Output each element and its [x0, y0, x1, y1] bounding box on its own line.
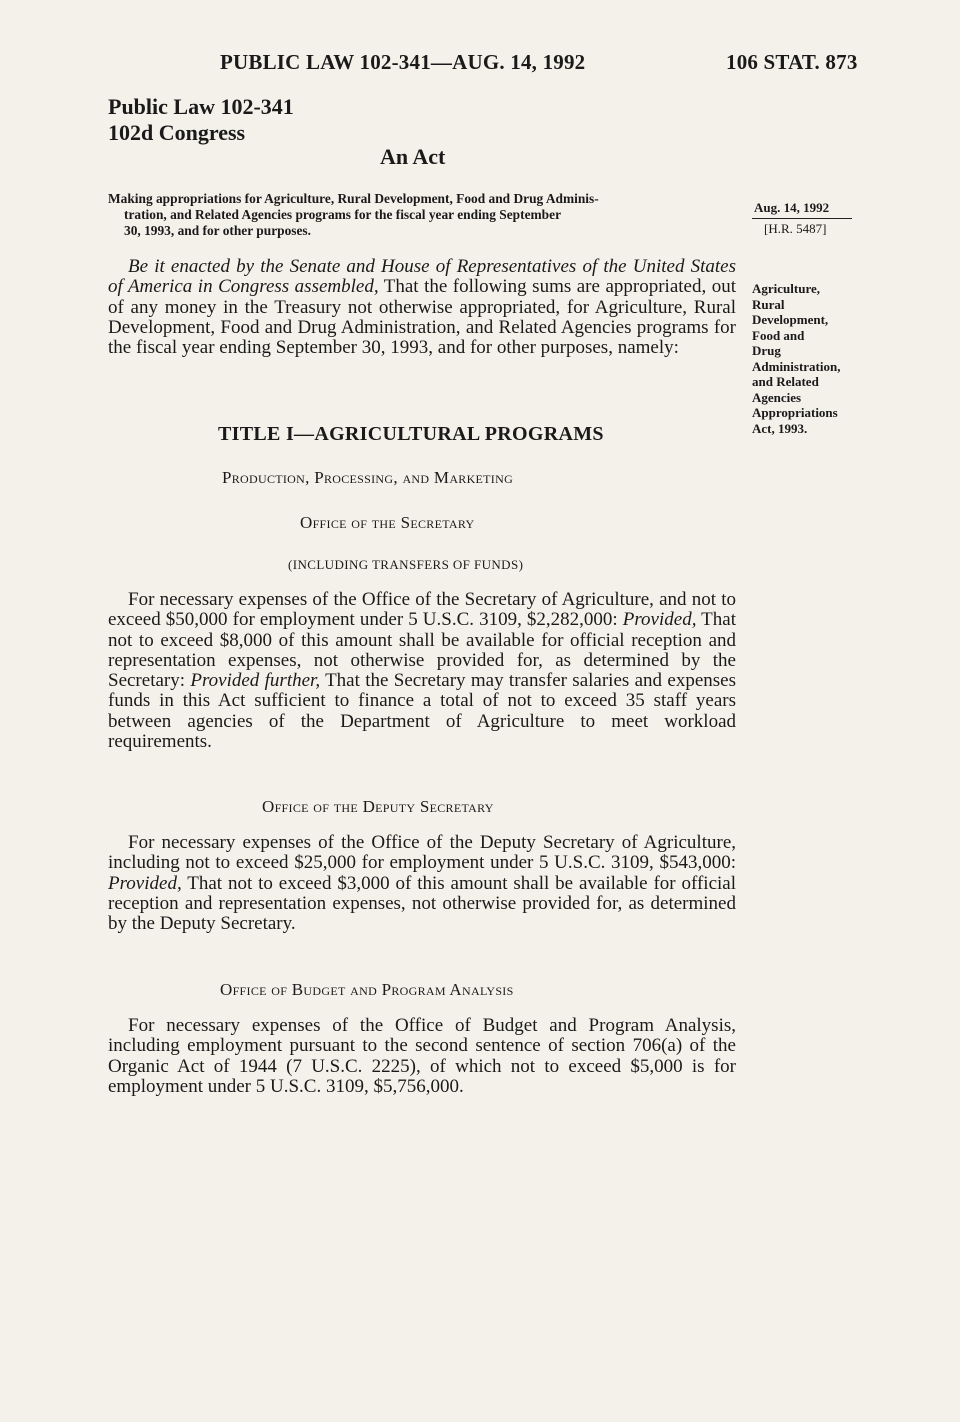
purpose-line-3: 30, 1993, and for other purposes. — [124, 223, 311, 238]
running-header-page: 106 STAT. 873 — [726, 50, 858, 74]
short-title-line: Agriculture, — [752, 281, 820, 296]
text-run: For necessary expenses of the Office of the Secretary of Agriculture, and not to exceed $50,000 for employment under 5 U.S.C. 3109, $2,282,000: — [108, 589, 736, 631]
short-title-line: Act, 1993. — [752, 420, 808, 436]
purpose-line-2: tration, and Related Agencies programs for the fiscal year ending September — [124, 207, 562, 222]
text-run: For necessary expenses of the Office of Budget and Program Analysis, including employment pursuant to the second sentence of section 706(a) of the Organic Act of 1944 (7 U.S.C. 2225), of which not to exceed $5,000 is for employment under 5 U.S.C. 3109, $5,756,000. — [108, 1015, 736, 1097]
short-title-line: Appropriations — [752, 405, 838, 420]
act-label: An Act — [380, 144, 446, 169]
margin-short-title — [752, 281, 840, 436]
short-title-line: Rural — [752, 296, 785, 312]
subtitle-heading: Production, Processing, and Marketing — [222, 468, 514, 487]
enacting-clause — [108, 257, 736, 358]
short-title-line: Drug — [752, 343, 781, 358]
section-heading-secretary: Office of the Secretary — [300, 513, 475, 532]
text-run: That not to exceed $3,000 of this amount shall be available for official reception and representation expenses, not otherwise provided for, as determined by the Deputy Secretary. — [108, 872, 736, 935]
short-title-line: Food and — [752, 327, 805, 343]
paragraph-secretary — [108, 590, 736, 752]
margin-date: Aug. 14, 1992 — [754, 200, 830, 215]
enacting-text: That the following sums are appropriated, out of any money in the Treasury not otherwise appropriated, for Agriculture, Rural Development, Food and Drug Administration, and Related Agencies programs for the fiscal year ending September 30, 1993, and for other purposes, namely: — [108, 276, 736, 359]
enacting-formula: Be it enacted by the Senate and House of Representatives of the United States of America in Congress assembled, — [108, 256, 736, 298]
section-subnote-transfers: (INCLUDING TRANSFERS OF FUNDS) — [288, 557, 524, 572]
text-run: That the Secretary may transfer salaries and expenses funds in this Act sufficient to finance a total of not to exceed 35 staff years between agencies of the Department of Agriculture to meet workload requirements. — [108, 670, 736, 753]
paragraph-deputy — [108, 833, 736, 934]
margin-bill-number: [H.R. 5487] — [764, 221, 827, 236]
text-run: For necessary expenses of the Office of the Deputy Secretary of Agriculture, including not to exceed $25,000 for employment under 5 U.S.C. 3109, $543,000: — [108, 832, 736, 874]
margin-rule — [752, 218, 852, 219]
text-run: That not to exceed $8,000 of this amount shall be available for official reception and representation expenses, not otherwise provided for, as determined by the Secretary: — [108, 609, 736, 692]
congress-number: 102d Congress — [108, 120, 246, 145]
paragraph-budget — [108, 1016, 736, 1097]
proviso-label: Provided, — [622, 609, 697, 631]
short-title-line: and Related — [752, 374, 819, 389]
short-title-line: Agencies — [752, 389, 802, 405]
law-number: Public Law 102-341 — [108, 94, 294, 119]
short-title-line: Administration, — [752, 358, 841, 374]
proviso-label: Provided further, — [190, 670, 321, 692]
section-heading-budget: Office of Budget and Program Analysis — [220, 980, 514, 999]
section-heading-deputy: Office of the Deputy Secretary — [262, 797, 494, 816]
title-heading: TITLE I—AGRICULTURAL PROGRAMS — [218, 423, 604, 445]
purpose-line-1: Making appropriations for Agriculture, Rural Development, Food and Drug Adminis- — [108, 191, 599, 206]
running-header-left: PUBLIC LAW 102-341—AUG. 14, 1992 — [220, 50, 586, 74]
short-title-line: Development, — [752, 312, 829, 327]
purpose-statement — [108, 191, 734, 239]
proviso-label: Provided, — [108, 872, 182, 894]
